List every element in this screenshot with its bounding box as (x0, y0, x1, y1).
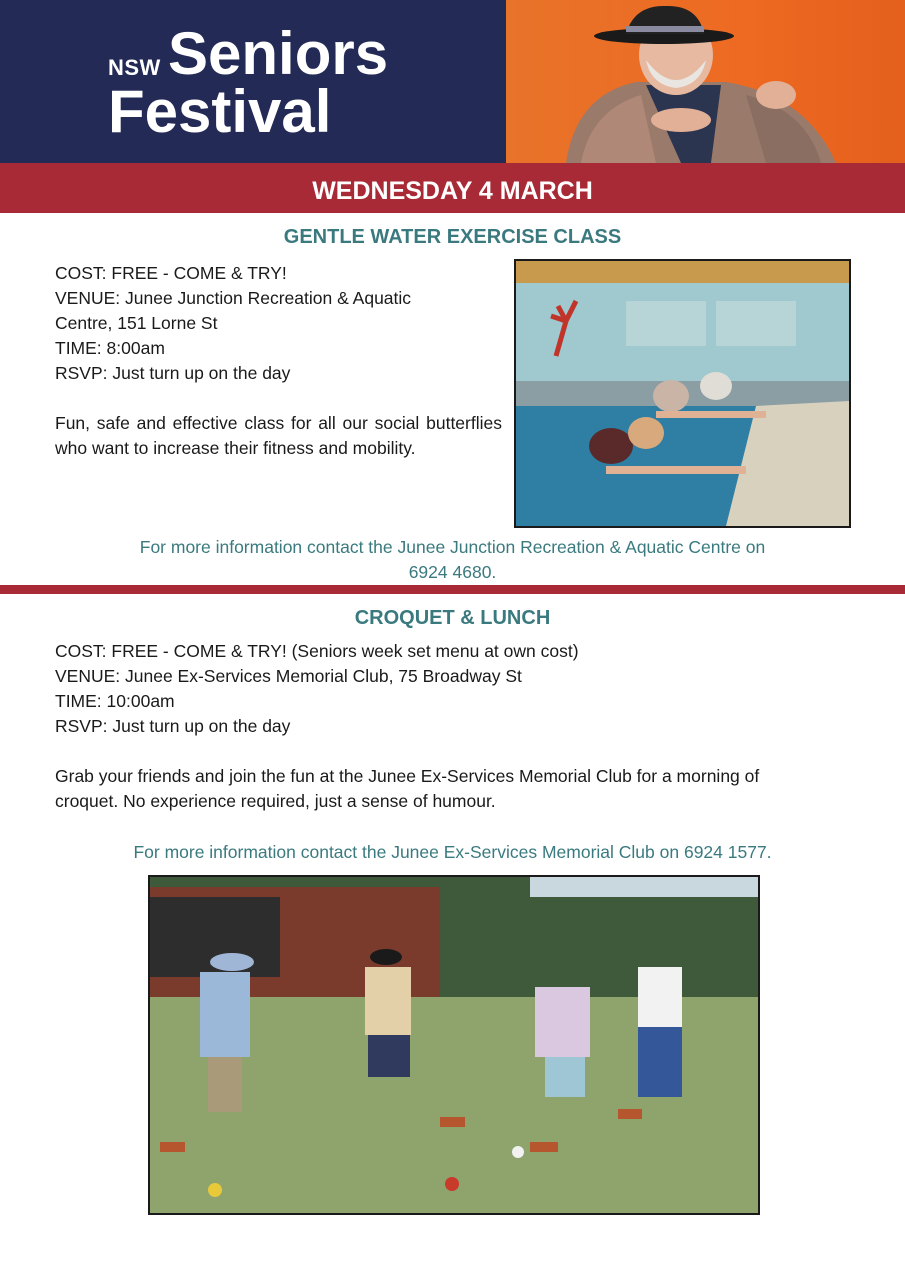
event-venue: VENUE: Junee Junction Recreation & Aquatic (55, 288, 412, 308)
header-logo-panel (0, 0, 506, 163)
photo-water-exercise (514, 259, 851, 528)
logo-seniors: Seniors (168, 20, 389, 87)
senior-man-illustration (506, 0, 905, 163)
photo-croquet (148, 875, 760, 1215)
event-rsvp: RSVP: Just turn up on the day (55, 363, 291, 383)
contact-phone: 6924 4680. (408, 562, 497, 582)
description-line: Grab your friends and join the fun at the Junee Ex-Services Memorial Club for a morning of (55, 766, 760, 786)
event-details-water-exercise (55, 261, 411, 386)
event-time: TIME: 8:00am (55, 338, 165, 358)
event-contact-water-exercise (0, 535, 905, 585)
event-description-water-exercise: Fun, safe and effective class for all our social butterflies who want to increase their fitness and mobility. (55, 413, 502, 458)
event-cost: COST: FREE - COME & TRY! (Seniors week set menu at own cost) (55, 641, 579, 661)
event-description-croquet (55, 764, 855, 814)
section-divider (0, 585, 905, 594)
event-rsvp: RSVP: Just turn up on the day (55, 716, 291, 736)
event-details-croquet (55, 639, 579, 739)
logo-festival: Festival (108, 78, 332, 145)
festival-header (0, 0, 905, 163)
description-line: croquet. No experience required, just a sense of humour. (55, 791, 496, 811)
header-photo-senior-man (506, 0, 905, 163)
event-contact-croquet: For more information contact the Junee Ex-Services Memorial Club on 6924 1577. (133, 842, 772, 862)
event-time: TIME: 10:00am (55, 691, 175, 711)
contact-line: For more information contact the Junee Junction Recreation & Aquatic Centre on (139, 537, 766, 557)
event-venue-address: Centre, 151 Lorne St (55, 313, 218, 333)
event-venue: VENUE: Junee Ex-Services Memorial Club, 75 Broadway St (55, 666, 522, 686)
date-banner: WEDNESDAY 4 MARCH (0, 163, 905, 213)
logo-nsw: NSW (108, 55, 161, 80)
event-cost: COST: FREE - COME & TRY! (55, 263, 287, 283)
event-title-croquet: CROQUET & LUNCH (354, 607, 551, 629)
croquet-players-illustration (150, 877, 758, 1213)
pool-class-illustration (516, 261, 849, 526)
event-title-water-exercise: GENTLE WATER EXERCISE CLASS (283, 226, 622, 248)
